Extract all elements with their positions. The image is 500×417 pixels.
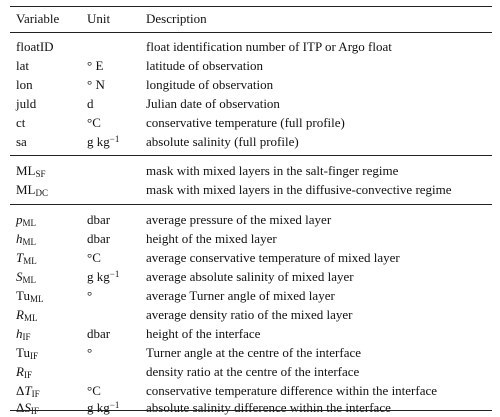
table-row — [10, 229, 492, 248]
variable-name: ct — [16, 115, 26, 130]
variable-description: latitude of observation — [146, 58, 263, 73]
table-row — [10, 94, 492, 113]
header-unit: Unit — [87, 11, 111, 26]
variable-description: height of the interface — [146, 326, 261, 341]
table-row — [10, 210, 492, 229]
variable-name: $h_{IF}$ — [16, 326, 31, 342]
table-row — [10, 248, 492, 267]
header-rule — [10, 32, 492, 33]
variable-description: mask with mixed layers in the salt-finger regime — [146, 163, 399, 178]
table-row — [10, 286, 492, 305]
variable-name: $S_{ML}$ — [16, 269, 36, 285]
variable-description: average Turner angle of mixed layer — [146, 288, 335, 303]
variable-description: mask with mixed layers in the diffusive-convective regime — [146, 182, 452, 197]
variable-unit: dbar — [87, 326, 111, 341]
variable-unit: g $kg^{-1}$ — [87, 134, 120, 149]
group-divider — [10, 204, 492, 205]
table-row — [10, 161, 492, 180]
variable-name: $Tu_{IF}$ — [16, 345, 38, 361]
variable-description: absolute salinity difference within the interface — [146, 400, 391, 415]
variable-name: sa — [16, 134, 27, 149]
variable-description: average absolute salinity of mixed layer — [146, 269, 354, 284]
variable-description: average density ratio of the mixed layer — [146, 307, 353, 322]
variable-description: average pressure of the mixed layer — [146, 212, 332, 227]
variable-description: density ratio at the centre of the interface — [146, 364, 360, 379]
variable-description: float identification number of ITP or Argo float — [146, 39, 392, 54]
group-divider — [10, 155, 492, 156]
bottom-rule — [10, 410, 492, 411]
variable-unit: °C — [87, 250, 101, 265]
variable-unit: ° — [87, 345, 93, 360]
variable-description: conservative temperature difference within the interface — [146, 383, 438, 398]
table-row — [10, 37, 492, 56]
variable-name: $R_{ML}$ — [16, 307, 38, 323]
variable-description: height of the mixed layer — [146, 231, 277, 246]
table-row — [10, 113, 492, 132]
variable-description: Turner angle at the centre of the interface — [146, 345, 362, 360]
variable-description: conservative temperature (full profile) — [146, 115, 345, 130]
variable-name: floatID — [16, 39, 54, 54]
table-row — [10, 305, 492, 324]
variable-unit: dbar — [87, 231, 111, 246]
variable-name: $R_{IF}$ — [16, 364, 32, 380]
header-variable: Variable — [16, 11, 60, 26]
variable-description: average conservative temperature of mixed layer — [146, 250, 400, 265]
variable-unit: d — [87, 96, 94, 111]
variable-name: $\Delta T_{IF}$ — [16, 383, 40, 399]
variable-name: $ML_{DC}$ — [16, 182, 49, 198]
variable-unit: dbar — [87, 212, 111, 227]
variable-name: juld — [16, 96, 37, 111]
variable-name: $T_{ML}$ — [16, 250, 37, 266]
variable-unit: ° N — [87, 77, 105, 92]
variable-description: Julian date of observation — [146, 96, 280, 111]
variable-unit: °C — [87, 115, 101, 130]
variable-unit: g $kg^{-1}$ — [87, 400, 120, 415]
table-header-row — [10, 9, 492, 28]
top-rule — [10, 6, 492, 7]
table-row — [10, 398, 492, 417]
variable-name: $\Delta S_{IF}$ — [16, 400, 39, 416]
variable-description: absolute salinity (full profile) — [146, 134, 299, 149]
variable-name: $p_{ML}$ — [16, 212, 36, 228]
variable-unit: g $kg^{-1}$ — [87, 269, 120, 284]
table-row — [10, 267, 492, 286]
variable-name: lon — [16, 77, 33, 92]
variable-unit: °C — [87, 383, 101, 398]
variable-unit: ° E — [87, 58, 104, 73]
variable-name: $Tu_{ML}$ — [16, 288, 44, 304]
table-row — [10, 324, 492, 343]
header-description: Description — [146, 11, 207, 26]
variable-description: longitude of observation — [146, 77, 274, 92]
variable-name: $ML_{SF}$ — [16, 163, 46, 179]
table-row — [10, 75, 492, 94]
variable-unit: ° — [87, 288, 93, 303]
table-row — [10, 343, 492, 362]
table-row — [10, 362, 492, 381]
table-row — [10, 132, 492, 151]
variable-name: lat — [16, 58, 29, 73]
variable-name: $h_{ML}$ — [16, 231, 36, 247]
table-row — [10, 56, 492, 75]
table-row — [10, 180, 492, 199]
